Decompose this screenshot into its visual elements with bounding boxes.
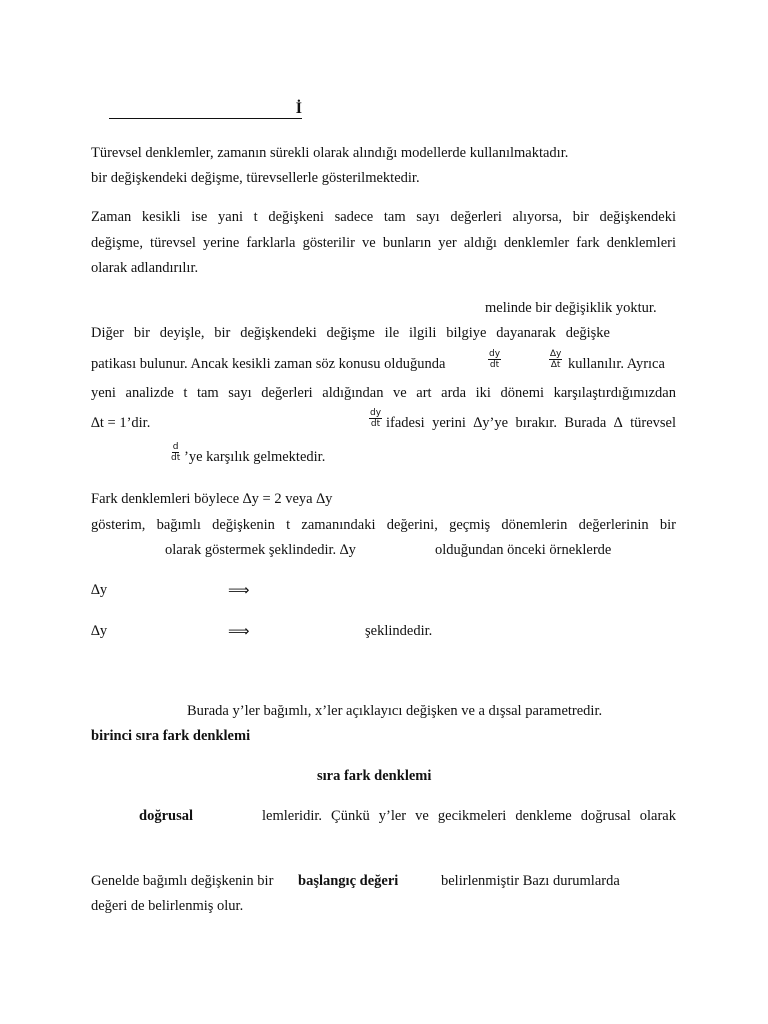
eq2-rhs: şeklindedir. bbox=[365, 623, 433, 639]
fraction-numerator: ∆y bbox=[550, 349, 562, 359]
p3-line3a: patikası bulunur. Ancak kesikli zaman söz konusu olduğunda bbox=[91, 356, 446, 372]
p5-line1: Burada y’ler bağımlı, x’ler açıklayıcı değişken ve a dışsal parametredir. bbox=[187, 703, 603, 719]
p2-line1: Zaman kesikli ise yani t değişkeni sadece tam sayı değerleri alıyorsa, bir değişkendeki bbox=[91, 209, 676, 225]
fraction-denominator: ∆t bbox=[550, 360, 561, 370]
implies-arrow-1: ⟹ bbox=[228, 581, 250, 599]
fraction-denominator: dt bbox=[171, 453, 181, 463]
p4-line3a: olarak göstermek şeklindedir. ∆y bbox=[165, 542, 356, 558]
fraction-dy-dt bbox=[488, 349, 501, 370]
p3-line3b: kullanılır. Ayrıca bbox=[568, 356, 665, 372]
p6-line1: sıra fark denklemi bbox=[317, 768, 432, 784]
fraction-delta-y-delta-t bbox=[549, 349, 562, 370]
p8-line1c: belirlenmiştir Bazı durumlarda bbox=[441, 873, 620, 889]
p7-text: lemleridir. Çünkü y’ler ve gecikmeleri denkleme doğrusal olarak bbox=[262, 808, 676, 824]
implies-arrow-2: ⟹ bbox=[228, 622, 250, 640]
p3-line5a: ∆t = 1’dir. bbox=[91, 415, 151, 431]
eq2-lhs: ∆y bbox=[91, 623, 108, 639]
eq1-lhs: ∆y bbox=[91, 582, 108, 598]
p4-line3b: olduğundan önceki örneklerde bbox=[435, 542, 612, 558]
p3-line1: melinde bir değişiklik yoktur. bbox=[485, 300, 657, 316]
p4-line1: Fark denklemleri böylece ∆y = 2 veya ∆y bbox=[91, 491, 333, 507]
p5-line2: birinci sıra fark denklemi bbox=[91, 728, 251, 744]
fraction-numerator: dy bbox=[489, 349, 501, 359]
p7-bold: doğrusal bbox=[139, 808, 193, 824]
p2-line3: olarak adlandırılır. bbox=[91, 260, 199, 276]
section-heading bbox=[109, 100, 302, 119]
fraction-dy-dt-2 bbox=[369, 408, 382, 429]
fraction-denominator: dt bbox=[370, 419, 381, 429]
p3-line4: yeni analizde t tam sayı değerleri aldığından ve art arda iki dönemi karşılaştırdığımızdan bbox=[91, 385, 676, 401]
p3-line2: Diğer bir deyişle, bir değişkendeki değişme ile ilgili bilgiye dayanarak değişke bbox=[91, 325, 610, 341]
fraction-numerator: d bbox=[172, 442, 179, 452]
p3-line6: ’ye karşılık gelmektedir. bbox=[184, 449, 326, 465]
fraction-d-dt bbox=[171, 442, 180, 463]
p8-line1b: başlangıç değeri bbox=[298, 873, 399, 889]
p1-line2: bir değişkendeki değişme, türevsellerle gösterilmektedir. bbox=[91, 170, 420, 186]
p3-line5b: ifadesi yerini ∆y’ye bırakır. Burada ∆ türevsel bbox=[386, 415, 676, 431]
fraction-numerator: dy bbox=[370, 408, 382, 418]
p4-line2: gösterim, bağımlı değişkenin t zamanındaki değerini, geçmiş dönemlerin değerlerinin bir bbox=[91, 517, 676, 533]
p2-line2: değişme, türevsel yerine farklarla gösterilir ve bunların yer aldığı denklemler fark denklemleri bbox=[91, 235, 676, 251]
p8-line2: değeri de belirlenmiş olur. bbox=[91, 898, 244, 914]
p8-line1a: Genelde bağımlı değişkenin bir bbox=[91, 873, 274, 889]
p1-line1: Türevsel denklemler, zamanın sürekli olarak alındığı modellerde kullanılmaktadır. bbox=[91, 145, 569, 161]
heading-char: İ bbox=[295, 100, 302, 117]
fraction-denominator: dt bbox=[489, 360, 500, 370]
